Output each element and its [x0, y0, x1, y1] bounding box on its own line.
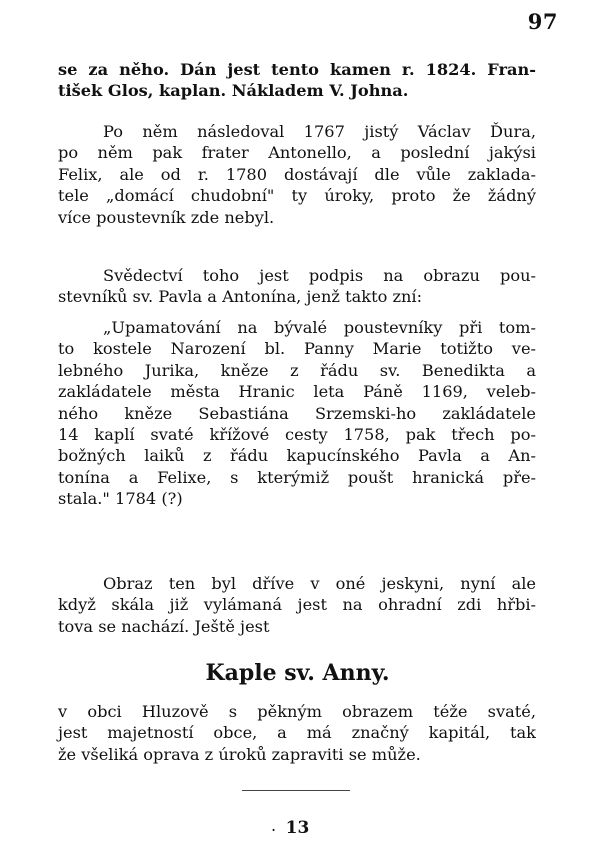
- paragraph-painting-location: [58, 573, 536, 637]
- text-line: stala." 1784 (?): [58, 489, 183, 509]
- text-line: ného kněze Sebastiána Srzemski-ho zakládatele: [58, 403, 536, 423]
- text-line: božných laiků z řádu kapucínského Pavla a An-: [58, 446, 536, 466]
- section-heading: Kaple sv. Anny.: [205, 660, 390, 686]
- text-line: stevníků sv. Pavla a Antonína, jenž takto zní:: [58, 287, 423, 307]
- text-line: po něm pak frater Antonello, a poslední jakýsi: [58, 143, 536, 163]
- paragraph-testimony: [58, 265, 536, 308]
- paragraph-inscription-quote: [58, 317, 536, 510]
- text-line: tova se nachází. Ještě jest: [58, 616, 270, 636]
- text-line: Obraz ten byl dříve v oné jeskyni, nyní ale: [103, 574, 536, 593]
- text-line: tonína a Felixe, s kterýmiž poušt hranická pře-: [58, 467, 536, 487]
- text-line: že všeliká oprava z úroků zapraviti se může.: [58, 744, 421, 764]
- text-line: jest majetností obce, a má značný kapitál, tak: [58, 723, 536, 743]
- text-line: více poustevník zde nebyl.: [58, 207, 275, 227]
- folio-mark: .: [271, 816, 277, 835]
- text-line: Svědectví toho jest podpis na obrazu pou-: [103, 266, 536, 285]
- text-line: když skála již vylámaná jest na ohradní zdi hřbi-: [58, 595, 536, 615]
- text-line: lebného Jurika, kněze z řádu sv. Benedikta a: [58, 360, 536, 380]
- paragraph-chapel-description: [58, 701, 536, 765]
- text-line: tišek Glos, kaplan. Nákladem V. Johna.: [58, 81, 409, 101]
- text-line: zakládatele města Hranic leta Páně 1169, veleb-: [58, 382, 536, 402]
- footer-rule: [242, 790, 350, 791]
- text-line: Po něm následoval 1767 jistý Václav Ďura,: [103, 122, 536, 141]
- text-line: 14 kaplí svaté křížové cesty 1758, pak třech po-: [58, 425, 536, 445]
- text-line: se za něho. Dán jest tento kamen r. 1824. Fran-: [58, 60, 536, 79]
- page-number: 97: [527, 9, 558, 34]
- text-line: v obci Hluzově s pěkným obrazem téže svaté,: [58, 702, 536, 721]
- text-line: Felix, ale od r. 1780 dostávají dle vůle zaklada-: [58, 164, 536, 184]
- paragraph-continuation: [58, 59, 536, 102]
- text-line: „Upamatování na bývalé poustevníky při tom-: [103, 318, 536, 337]
- text-line: to kostele Narození bl. Panny Marie totižto ve-: [58, 339, 536, 359]
- paragraph-hermits-succession: [58, 121, 536, 228]
- signature-folio: 13: [285, 818, 310, 838]
- text-line: tele „domácí chudobní" ty úroky, proto že žádný: [58, 186, 536, 206]
